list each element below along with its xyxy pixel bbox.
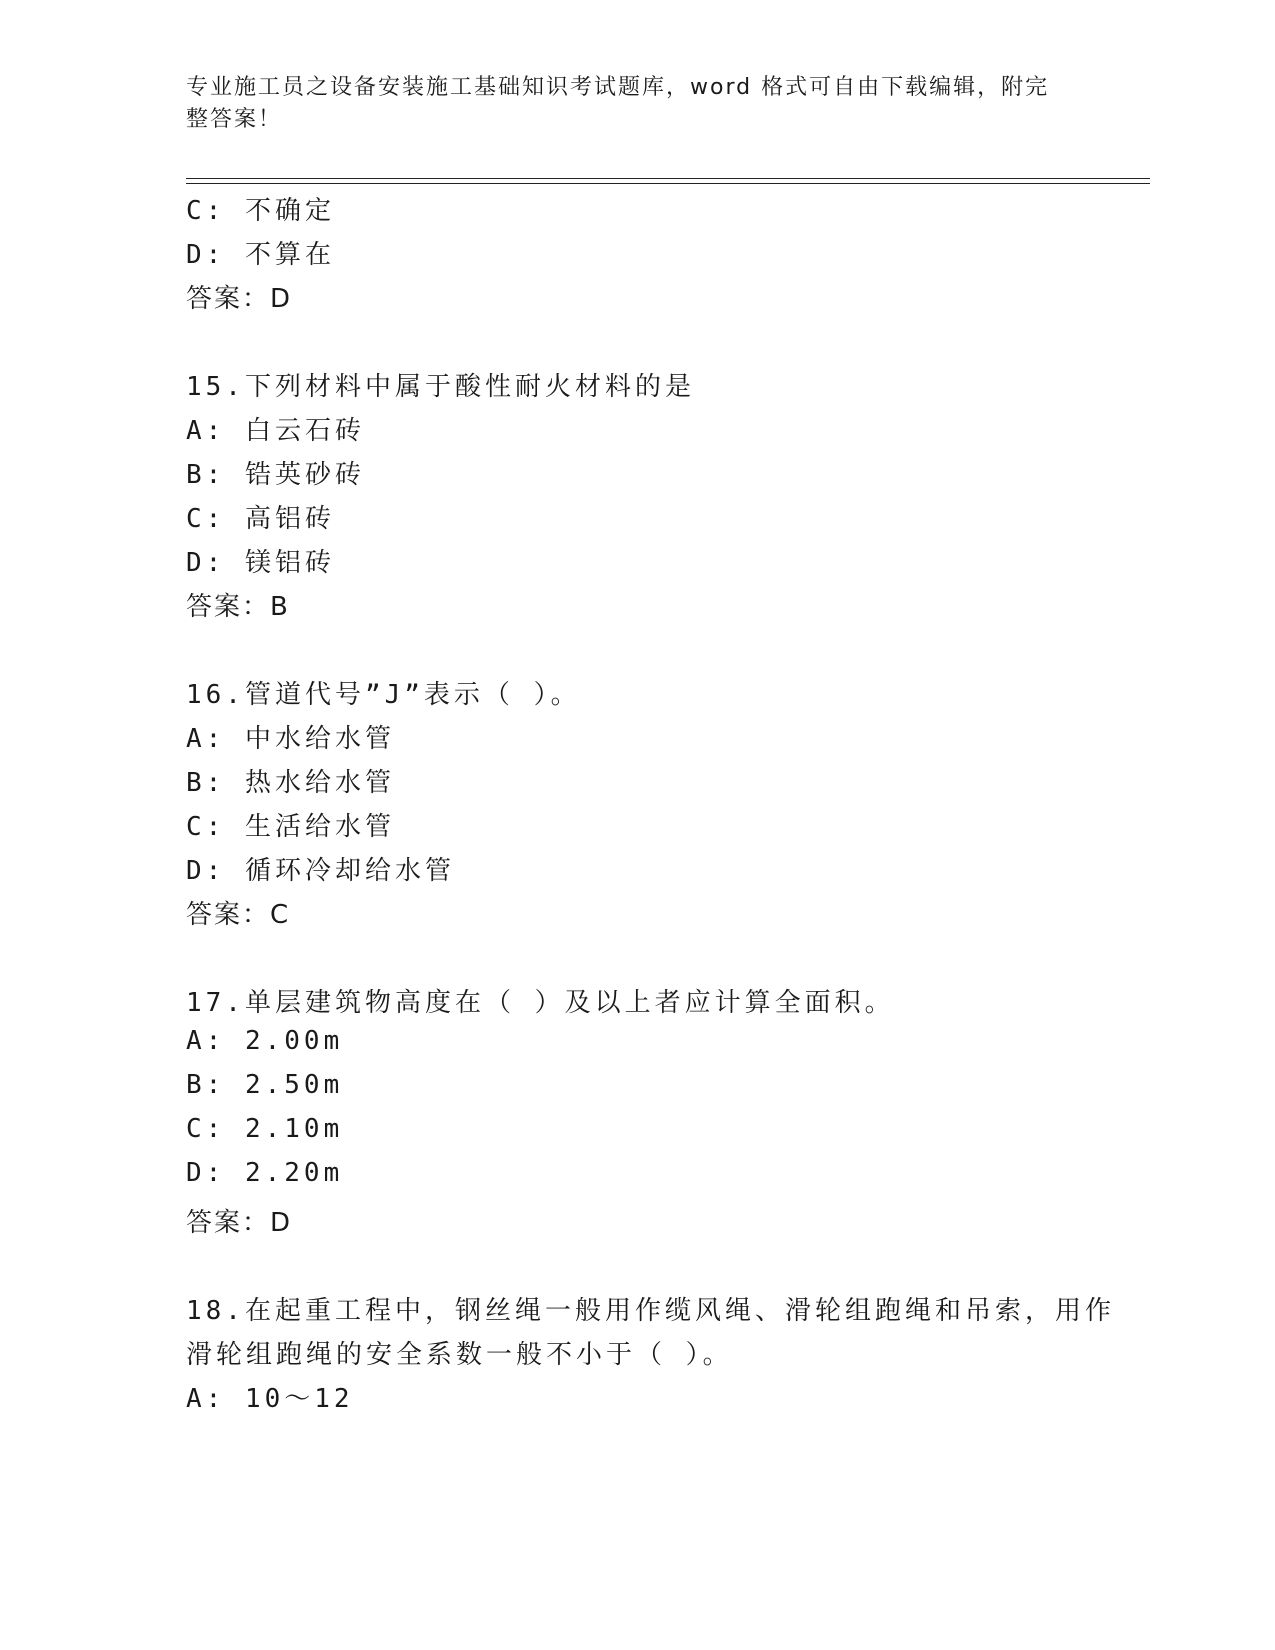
question-17-option-a: A: 2.00m [186,1026,344,1056]
question-17-option-c: C: 2.10m [186,1114,344,1144]
question-15-option-a: A: 白云石砖 [186,416,365,446]
question-15: 15.下列材料中属于酸性耐火材料的是 [186,372,695,402]
question-16-option-b: B: 热水给水管 [186,768,395,798]
question-17-option-b: B: 2.50m [186,1070,344,1100]
question-15-answer: 答案：B [186,592,290,622]
page-header: 专业施工员之设备安装施工基础知识考试题库，word 格式可自由下载编辑，附完整答案！ [186,75,1050,132]
question-18-option-a: A: 10～12 [186,1384,354,1414]
question-17: 17.单层建筑物高度在（ ）及以上者应计算全面积。 [186,988,895,1018]
question-15-option-b: B: 锆英砂砖 [186,460,365,490]
question-16-option-a: A: 中水给水管 [186,724,395,754]
question-18-line-2: 滑轮组跑绳的安全系数一般不小于（ ）。 [186,1340,733,1370]
answer: 答案：D [186,284,293,314]
question-16-option-d: D: 循环冷却给水管 [186,856,455,886]
question-18-line-1: 18.在起重工程中，钢丝绳一般用作缆风绳、滑轮组跑绳和吊索，用作 [186,1296,1115,1326]
header-rule-bottom [186,183,1150,184]
question-16-answer: 答案：C [186,900,291,930]
question-16-option-c: C: 生活给水管 [186,812,395,842]
question-15-option-d: D: 镁铝砖 [186,548,335,578]
header-rule-top [186,178,1150,179]
option-d: D: 不算在 [186,240,335,270]
question-17-option-d: D: 2.20m [186,1158,344,1188]
question-17-answer: 答案：D [186,1208,293,1238]
question-15-option-c: C: 高铝砖 [186,504,335,534]
question-16: 16.管道代号”J”表示（ ）。 [186,680,581,710]
option-c: C: 不确定 [186,196,335,226]
